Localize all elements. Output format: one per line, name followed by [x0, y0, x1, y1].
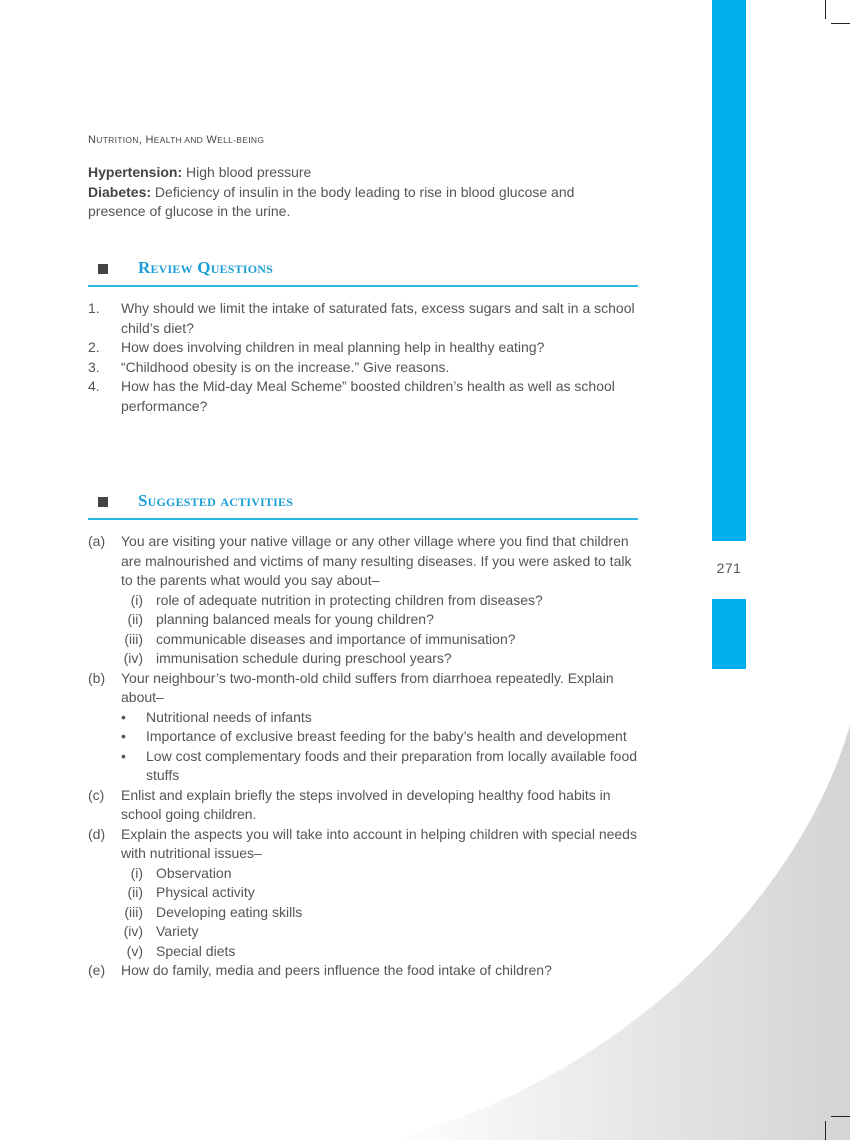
crop-mark — [831, 23, 850, 24]
bullet-item: • Nutritional needs of infants — [121, 708, 312, 725]
running-head: NUTRITION, HEALTH AND WELL-BEING — [88, 134, 265, 146]
review-questions-list — [88, 299, 638, 416]
glossary — [88, 163, 633, 222]
review-questions-heading — [88, 257, 638, 287]
activity-item: (d) Explain the aspects you will take into account in helping children with special needs with nutritional issues– — [88, 825, 637, 861]
section-title: Suggested activities — [138, 491, 294, 510]
list-item: 4. How has the Mid-day Meal Scheme” boosted children’s health as well as school performance? — [88, 378, 615, 414]
activity-item: (a) You are visiting your native village or any other village where you find that children are malnourished and victims of many resulting diseases. If you were asked to talk to the parents what would you say about– — [88, 533, 632, 588]
sub-item: (iii) communicable diseases and importance of immunisation? — [124, 630, 516, 647]
sub-item: (iii) Developing eating skills — [124, 903, 303, 920]
glossary-entry: Hypertension: High blood pressure — [88, 164, 312, 180]
activity-item: (c) Enlist and explain briefly the steps involved in developing healthy food habits in school going children. — [88, 786, 611, 822]
square-bullet-icon — [98, 264, 108, 274]
activity-item: (e) How do family, media and peers influence the food intake of children? — [88, 962, 552, 978]
list-item: 1. Why should we limit the intake of saturated fats, excess sugars and salt in a school child’s diet? — [88, 300, 635, 336]
sub-item: (i) role of adequate nutrition in protecting children from diseases? — [130, 591, 543, 608]
sub-item: (ii) planning balanced meals for young children? — [127, 611, 434, 627]
list-item: 3. “Childhood obesity is on the increase.” Give reasons. — [88, 358, 450, 375]
activity-item: (b) Your neighbour’s two-month-old child suffers from diarrhoea repeatedly. Explain about– — [88, 669, 614, 705]
activities-list — [88, 532, 638, 981]
page-number: 271 — [716, 560, 742, 576]
crop-mark — [825, 1121, 826, 1140]
suggested-activities-heading — [88, 490, 638, 520]
side-tab-bar — [712, 0, 746, 541]
bullet-item: • Importance of exclusive breast feeding for the baby’s health and development — [121, 728, 627, 744]
side-tab-bar — [712, 599, 746, 669]
sub-item: (iv) Variety — [123, 923, 199, 939]
sub-item: (iv) immunisation schedule during preschool years? — [123, 650, 452, 666]
sub-item: (v) Special diets — [126, 942, 236, 959]
sub-item: (i) Observation — [130, 864, 232, 881]
bullet-item: • Low cost complementary foods and their preparation from locally available food stuffs — [121, 747, 638, 783]
crop-mark — [825, 0, 826, 19]
crop-mark — [831, 1116, 850, 1117]
glossary-entry: Diabetes: Deficiency of insulin in the body leading to rise in blood glucose and presence of glucose in the urine. — [88, 183, 575, 219]
sub-item: (ii) Physical activity — [127, 884, 255, 900]
section-title: Review Questions — [138, 258, 273, 277]
list-item: 2. How does involving children in meal planning help in healthy eating? — [88, 339, 545, 355]
square-bullet-icon — [98, 497, 108, 507]
